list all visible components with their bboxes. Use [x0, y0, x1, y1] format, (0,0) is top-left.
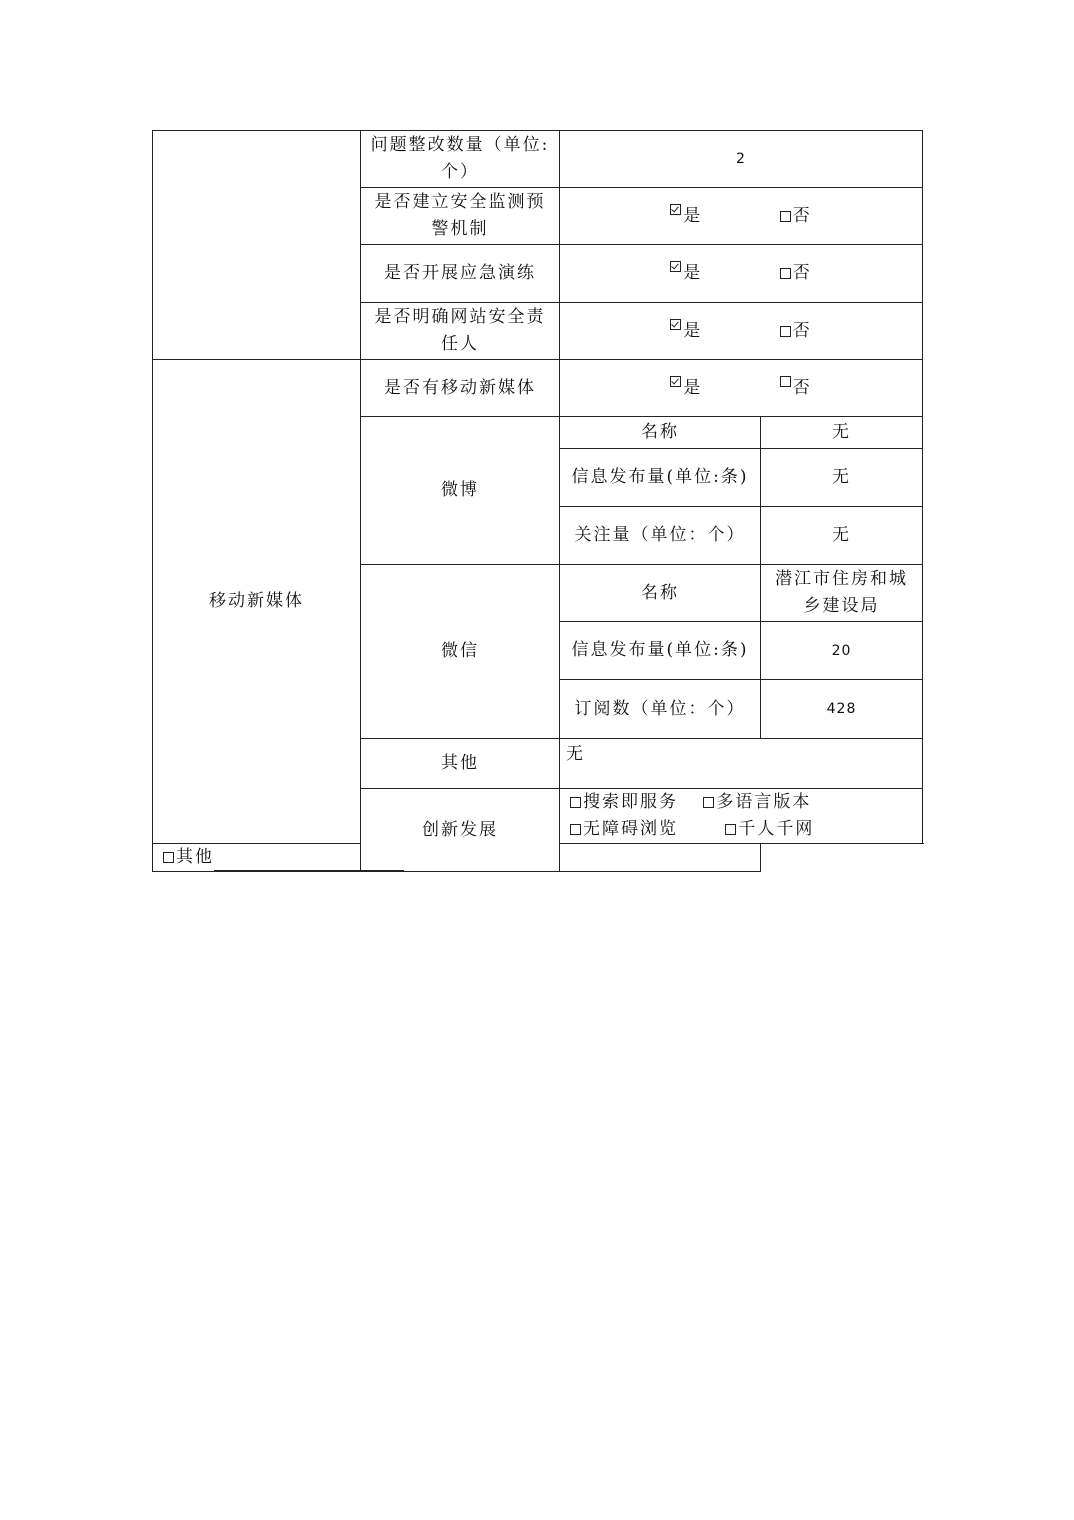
- security-officer-yes[interactable]: 是: [670, 321, 702, 341]
- innovation-other-row: [153, 844, 761, 872]
- checkbox-empty-icon: [570, 797, 581, 808]
- security-officer-no[interactable]: 否: [780, 321, 812, 341]
- wechat-posts-label: 信息发布量(单位:条): [560, 622, 761, 680]
- monitor-warning-options: [560, 188, 923, 245]
- checkbox-checked-icon: [670, 319, 681, 330]
- option-personalized[interactable]: 千人千网: [725, 816, 814, 843]
- checkbox-empty-icon: [703, 797, 714, 808]
- weibo-name-label: 名称: [560, 417, 761, 449]
- weibo-posts-label: 信息发布量(单位:条): [560, 449, 761, 507]
- wechat-name-value: 潜江市住房和城乡建设局: [761, 565, 923, 622]
- option-accessibility[interactable]: 无障碍浏览: [570, 816, 678, 843]
- other-media-value: 无: [560, 739, 923, 789]
- innovation-section-label: 创新发展: [361, 789, 560, 872]
- weibo-follow-label: 关注量（单位：个）: [560, 507, 761, 565]
- blank-section-cell: [153, 131, 361, 360]
- weibo-posts-value: 无: [761, 449, 923, 507]
- wechat-name-label: 名称: [560, 565, 761, 622]
- has-media-no[interactable]: 否: [780, 378, 812, 398]
- has-media-options: [560, 360, 923, 417]
- innovation-options: [560, 789, 923, 844]
- emergency-drill-no[interactable]: 否: [780, 263, 812, 283]
- monitor-warning-no[interactable]: 否: [780, 206, 812, 226]
- rectify-count-label: 问题整改数量（单位:个）: [361, 131, 560, 188]
- security-officer-label: 是否明确网站安全责任人: [361, 303, 560, 360]
- wechat-subs-label: 订阅数（单位：个）: [560, 680, 761, 739]
- weibo-follow-value: 无: [761, 507, 923, 565]
- report-table: [152, 130, 923, 872]
- emergency-drill-yes[interactable]: 是: [670, 263, 702, 283]
- checkbox-empty-icon: [780, 326, 791, 337]
- checkbox-empty-icon: [725, 824, 736, 835]
- checkbox-checked-icon: [670, 261, 681, 272]
- wechat-subs-value: 428: [761, 680, 923, 739]
- monitor-warning-label: 是否建立安全监测预警机制: [361, 188, 560, 245]
- wechat-label: 微信: [361, 565, 560, 739]
- other-media-label: 其他: [361, 739, 560, 789]
- emergency-drill-options: [560, 245, 923, 303]
- checkbox-empty-icon: [163, 852, 174, 863]
- checkbox-checked-icon: [670, 376, 681, 387]
- has-media-yes[interactable]: 是: [670, 378, 702, 398]
- checkbox-empty-icon: [570, 824, 581, 835]
- checkbox-empty-icon: [780, 376, 791, 387]
- option-multilingual[interactable]: 多语言版本: [703, 789, 811, 816]
- security-officer-options: [560, 303, 923, 360]
- checkbox-checked-icon: [670, 204, 681, 215]
- has-media-label: 是否有移动新媒体: [361, 360, 560, 417]
- monitor-warning-yes[interactable]: 是: [670, 206, 702, 226]
- checkbox-empty-icon: [780, 268, 791, 279]
- option-other[interactable]: 其他: [163, 844, 214, 871]
- weibo-name-value: 无: [761, 417, 923, 449]
- rectify-count-value: 2: [560, 131, 923, 188]
- mobile-media-section-label: 移动新媒体: [153, 360, 361, 844]
- weibo-label: 微博: [361, 417, 560, 565]
- option-search-service[interactable]: 搜索即服务: [570, 789, 678, 816]
- checkbox-empty-icon: [780, 211, 791, 222]
- emergency-drill-label: 是否开展应急演练: [361, 245, 560, 303]
- wechat-posts-value: 20: [761, 622, 923, 680]
- other-fill-line[interactable]: [214, 854, 404, 871]
